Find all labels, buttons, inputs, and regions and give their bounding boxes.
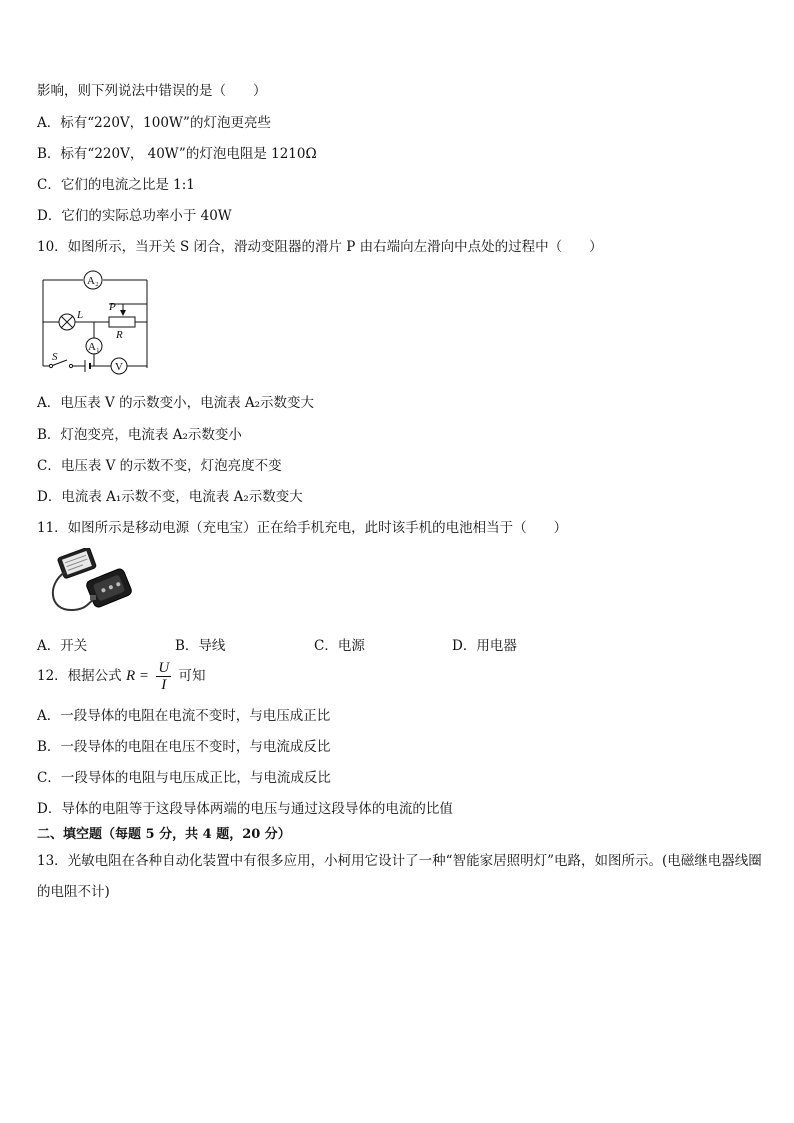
q9-option-c: C．它们的电流之比是 1:1 — [37, 177, 195, 193]
lamp-label: L — [77, 309, 84, 321]
q11-option-a: A．开关 — [37, 638, 88, 654]
voltmeter-label: V — [115, 361, 123, 373]
rheostat-label: R — [116, 329, 123, 341]
q11-option-d: D．用电器 — [452, 638, 517, 654]
q12-option-a: A．一段导体的电阻在电流不变时，与电压成正比 — [37, 708, 331, 724]
q12-formula-fraction — [156, 660, 171, 693]
q10-option-c: C．电压表 V 的示数不变，灯泡亮度不变 — [37, 458, 282, 474]
q10-stem: 10．如图所示，当开关 S 闭合，滑动变阻器的滑片 P 由右端向左滑向中点处的过程中（ ） — [37, 239, 603, 255]
section-heading-fill-in: 二、填空题（每题 5 分，共 4 题，20 分） — [37, 827, 291, 842]
switch-label: S — [52, 351, 58, 363]
ammeter-a2-label: A₂ — [87, 275, 99, 287]
q10-option-a: A．电压表 V 的示数变小，电流表 A₂示数变大 — [37, 395, 315, 411]
q12-prefix: 12．根据公式 — [37, 668, 122, 684]
q11-stem: 11．如图所示是移动电源（充电宝）正在给手机充电，此时该手机的电池相当于（ ） — [37, 520, 568, 536]
slider-label: P — [109, 301, 116, 313]
q11-option-c: C．电源 — [314, 638, 365, 654]
q12-option-b: B．一段导体的电阻在电压不变时，与电流成反比 — [37, 739, 331, 755]
q12-option-c: C．一段导体的电阻与电压成正比，与电流成反比 — [37, 770, 331, 786]
q11-option-b: B．导线 — [175, 638, 226, 654]
q12-stem — [37, 658, 205, 694]
ammeter-a1-label: A₁ — [88, 341, 100, 353]
q10-circuit-diagram — [37, 266, 157, 384]
q10-option-b: B．灯泡变亮，电流表 A₂示数变小 — [37, 427, 242, 443]
q11-powerbank-phone-figure — [43, 548, 139, 620]
q12-suffix: 可知 — [178, 668, 206, 684]
q11-options-row — [37, 634, 762, 652]
q9-option-b: B．标有“220V， 40W”的灯泡电阻是 1210Ω — [37, 146, 317, 162]
q12-formula-lhs: R = — [125, 668, 150, 684]
q9-intro: 影响，则下列说法中错误的是（ ） — [37, 83, 267, 99]
q10-option-d: D．电流表 A₁示数不变，电流表 A₂示数变大 — [37, 489, 303, 505]
q13-stem: 13．光敏电阻在各种自动化装置中有很多应用，小柯用它设计了一种“智能家居照明灯”电路，如图所示。(电磁继电器线圈的电阻不计) — [37, 853, 762, 900]
q12-formula-numerator: U — [158, 660, 170, 676]
q9-option-a: A．标有“220V，100W”的灯泡更亮些 — [37, 115, 271, 131]
q9-option-d: D．它们的实际总功率小于 40W — [37, 208, 232, 224]
q12-formula-denominator: I — [161, 677, 167, 693]
q12-option-d: D．导体的电阻等于这段导体两端的电压与通过这段导体的电流的比值 — [37, 801, 453, 817]
